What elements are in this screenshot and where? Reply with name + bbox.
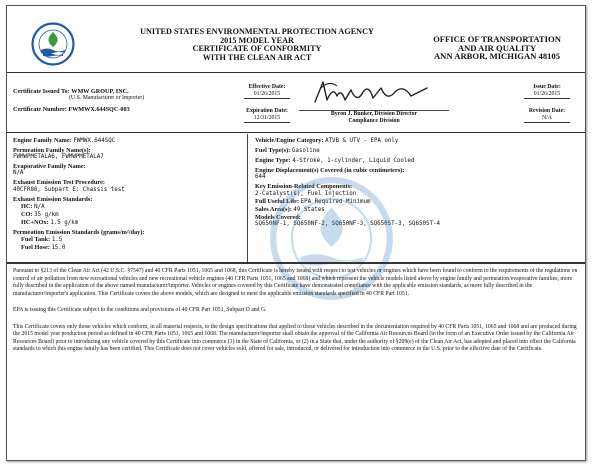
expiration-date-label: Expiration Date: bbox=[246, 108, 288, 114]
fuel-type-label: Fuel Type(s): bbox=[255, 147, 291, 155]
permeation-standards-label: Permeation Emission Standards (grams/m²/day): bbox=[13, 229, 145, 237]
signer-block bbox=[299, 110, 449, 125]
revision-date bbox=[515, 108, 579, 123]
certificate-header bbox=[7, 6, 585, 73]
fuel-hose-label: Fuel Hose: bbox=[21, 244, 50, 252]
signer-name: Byron J. Bunker, Division Director bbox=[330, 111, 418, 117]
fuel-hose-value: 15.0 bbox=[51, 245, 66, 252]
issued-to-value: WMW GROUP, INC. bbox=[71, 88, 129, 95]
certificate-number-value: FWMWX.644SQC-003 bbox=[68, 106, 130, 113]
column-divider bbox=[247, 134, 248, 262]
engine-family-label: Engine Family Name: bbox=[13, 137, 72, 144]
section-divider bbox=[7, 262, 585, 264]
effective-date-value: 01/26/2015 bbox=[244, 91, 290, 99]
displacement-value: 644 bbox=[255, 174, 266, 181]
co-label: CO: bbox=[21, 210, 33, 218]
issued-to bbox=[13, 88, 144, 101]
certificate-body bbox=[13, 268, 579, 363]
effective-date-label: Effective Date: bbox=[248, 84, 286, 90]
vehicle-category-label: Vehicle/Engine Category: bbox=[255, 137, 324, 144]
model-year-line: 2015 MODEL YEAR bbox=[220, 35, 294, 45]
issued-to-label: Certificate Issued To: bbox=[13, 88, 70, 95]
office-address-line: ANN ARBOR, MICHIGAN 48105 bbox=[433, 51, 561, 62]
revision-date-label: Revision Date: bbox=[528, 108, 566, 114]
evaporative-family-value: N/A bbox=[13, 170, 24, 177]
exhaust-standards-label: Exhaust Emission Standards: bbox=[13, 195, 93, 203]
models-covered-label: Models Covered: bbox=[255, 213, 301, 221]
revision-date-value: N/A bbox=[524, 115, 570, 123]
certificate-number-label: Certificate Number: bbox=[13, 106, 67, 113]
engine-type-value: 4-Stroke, 1-cylinder, Liquid Cooled bbox=[292, 158, 415, 165]
test-procedure-value: 40CFR86, Subpart E: Chassis test bbox=[13, 186, 125, 193]
issue-date-label: Issue Date: bbox=[533, 84, 561, 90]
office-title bbox=[412, 35, 582, 61]
effective-date bbox=[235, 84, 299, 99]
issue-date bbox=[515, 84, 579, 99]
clean-air-act-line: WITH THE CLEAN AIR ACT bbox=[202, 52, 312, 62]
engine-type-label: Engine Type: bbox=[255, 157, 291, 165]
hc-label: HC: bbox=[21, 202, 33, 210]
vehicle-category-value: ATVB & UTV - EPA only bbox=[325, 138, 399, 144]
issuance-row bbox=[7, 74, 585, 133]
body-paragraph-authority: Pursuant to §213 of the Clean Air Act (42 U.S.C. §7547) and 40 CFR Parts 1051, 1065 and 1068, this Certificate is hereby issued with respect to test vehicles or engines which have been found to conform to the requirements of the regulations on control of air pollution from new recreational vehicles and new recreational vehicle engines (40 CFR Parts 1051, 1065 and 1068) and which represent the vehicle models listed above by engine family and permeation/evaporative families, more fully described in the application of the above named manufacturer/importer. Vehicles or engines covered by this Certificate have demonstrated compliance with the applicable emission standards, as more fully described in the manufacturer/importer's application. This Certificate covers the above models, which are designed to meet the applicable emission standards specified in 40 CFR Part 1051. bbox=[13, 268, 578, 297]
signer-division: Compliance Division bbox=[348, 117, 400, 124]
certificate-sheet bbox=[6, 5, 586, 461]
co-value: 35 g/km bbox=[34, 211, 59, 218]
useful-life-value: EPA Required Minimum bbox=[300, 198, 371, 205]
sales-area-label: Sales Area(s): bbox=[255, 205, 292, 213]
expiration-date bbox=[235, 108, 299, 123]
left-spec-column bbox=[13, 137, 233, 252]
hcnox-label: HC+NOx: bbox=[21, 218, 49, 226]
useful-life-label: Full Useful Life: bbox=[255, 197, 300, 205]
fuel-tank-value: 1.5 bbox=[51, 237, 63, 244]
office-line: AND AIR QUALITY bbox=[457, 42, 537, 53]
hc-value: N/A bbox=[34, 203, 45, 210]
evaporative-family-label: Evaporative Family Name: bbox=[13, 163, 86, 171]
certificate-title-line: CERTIFICATE OF CONFORMITY bbox=[192, 44, 322, 54]
components-value: 2-Catalyst(s), Fuel Injection bbox=[255, 190, 357, 197]
agency-line: UNITED STATES ENVIRONMENTAL PROTECTION AGENCY bbox=[140, 27, 374, 36]
body-paragraph-conditions: EPA is issuing this Certificate subject to the conditions and provisions of 40 CFR Part 1051, Subpart D and G. bbox=[13, 307, 267, 314]
certificate-number bbox=[13, 106, 130, 113]
office-line: OFFICE OF TRANSPORTATION bbox=[433, 34, 561, 44]
fuel-tank-label: Fuel Tank: bbox=[21, 236, 51, 244]
test-procedure-label: Exhaust Emission Test Procedure: bbox=[13, 179, 105, 187]
issue-date-value: 01/26/2015 bbox=[524, 91, 570, 99]
agency-title bbox=[107, 28, 407, 62]
engine-family-value: FWMWX.644SQC bbox=[73, 138, 116, 144]
components-label: Key Emission-Related Components: bbox=[255, 183, 353, 191]
fuel-type-value: Gasoline bbox=[291, 148, 320, 155]
sales-area-value: 49 States bbox=[293, 206, 325, 213]
hcnox-value: 1.5 g/km bbox=[50, 219, 79, 226]
permeation-family-label: Permeation Family Name(s): bbox=[13, 147, 91, 155]
epa-seal-icon bbox=[31, 22, 75, 66]
permeation-family-value: FWMWPMETALA6, FWMWPMETALA7 bbox=[13, 154, 104, 161]
director-signature bbox=[307, 78, 435, 108]
displacement-label: Engine Displacement(s) Covered (in cubic centimeters): bbox=[255, 167, 405, 175]
issued-to-caption: (U.S. Manufacturer or Importer) bbox=[69, 95, 145, 101]
body-paragraph-coverage: This Certificate covers only those vehicles which conform, in all material respects, to the design specifications that applied to those vehicles described in the documentation required by 40 CFR Parts 1051, 1065 and 1068 and are produced during the 2015 model year production period as defined in 40 CFR Parts 1051, 1065 and 1068. The manufacturer/importer shall obtain the approval of the California Air Resources Board (in the form of an Executive Order issued by the California Air Resources Board) prior to introducing any vehicle covered by this Certificate into commerce (1) in the State of California, or (2) in a State that, under the authority of §209(e) of the Clean Air Act, has adopted and placed into effect the California standards to which this engine family has been certified. This Certificate does not cover vehicles sold, offered for sale, introduced, or delivered for introduction into commerce in the U.S. prior to the effective date of the Certificate. bbox=[13, 323, 577, 353]
models-covered-value: SQ650NF-1, SQ650NF-2, SQ650NF-3, SQ650ST-3, SQ650ST-4 bbox=[255, 220, 440, 227]
expiration-date-value: 12/31/2015 bbox=[244, 115, 290, 123]
